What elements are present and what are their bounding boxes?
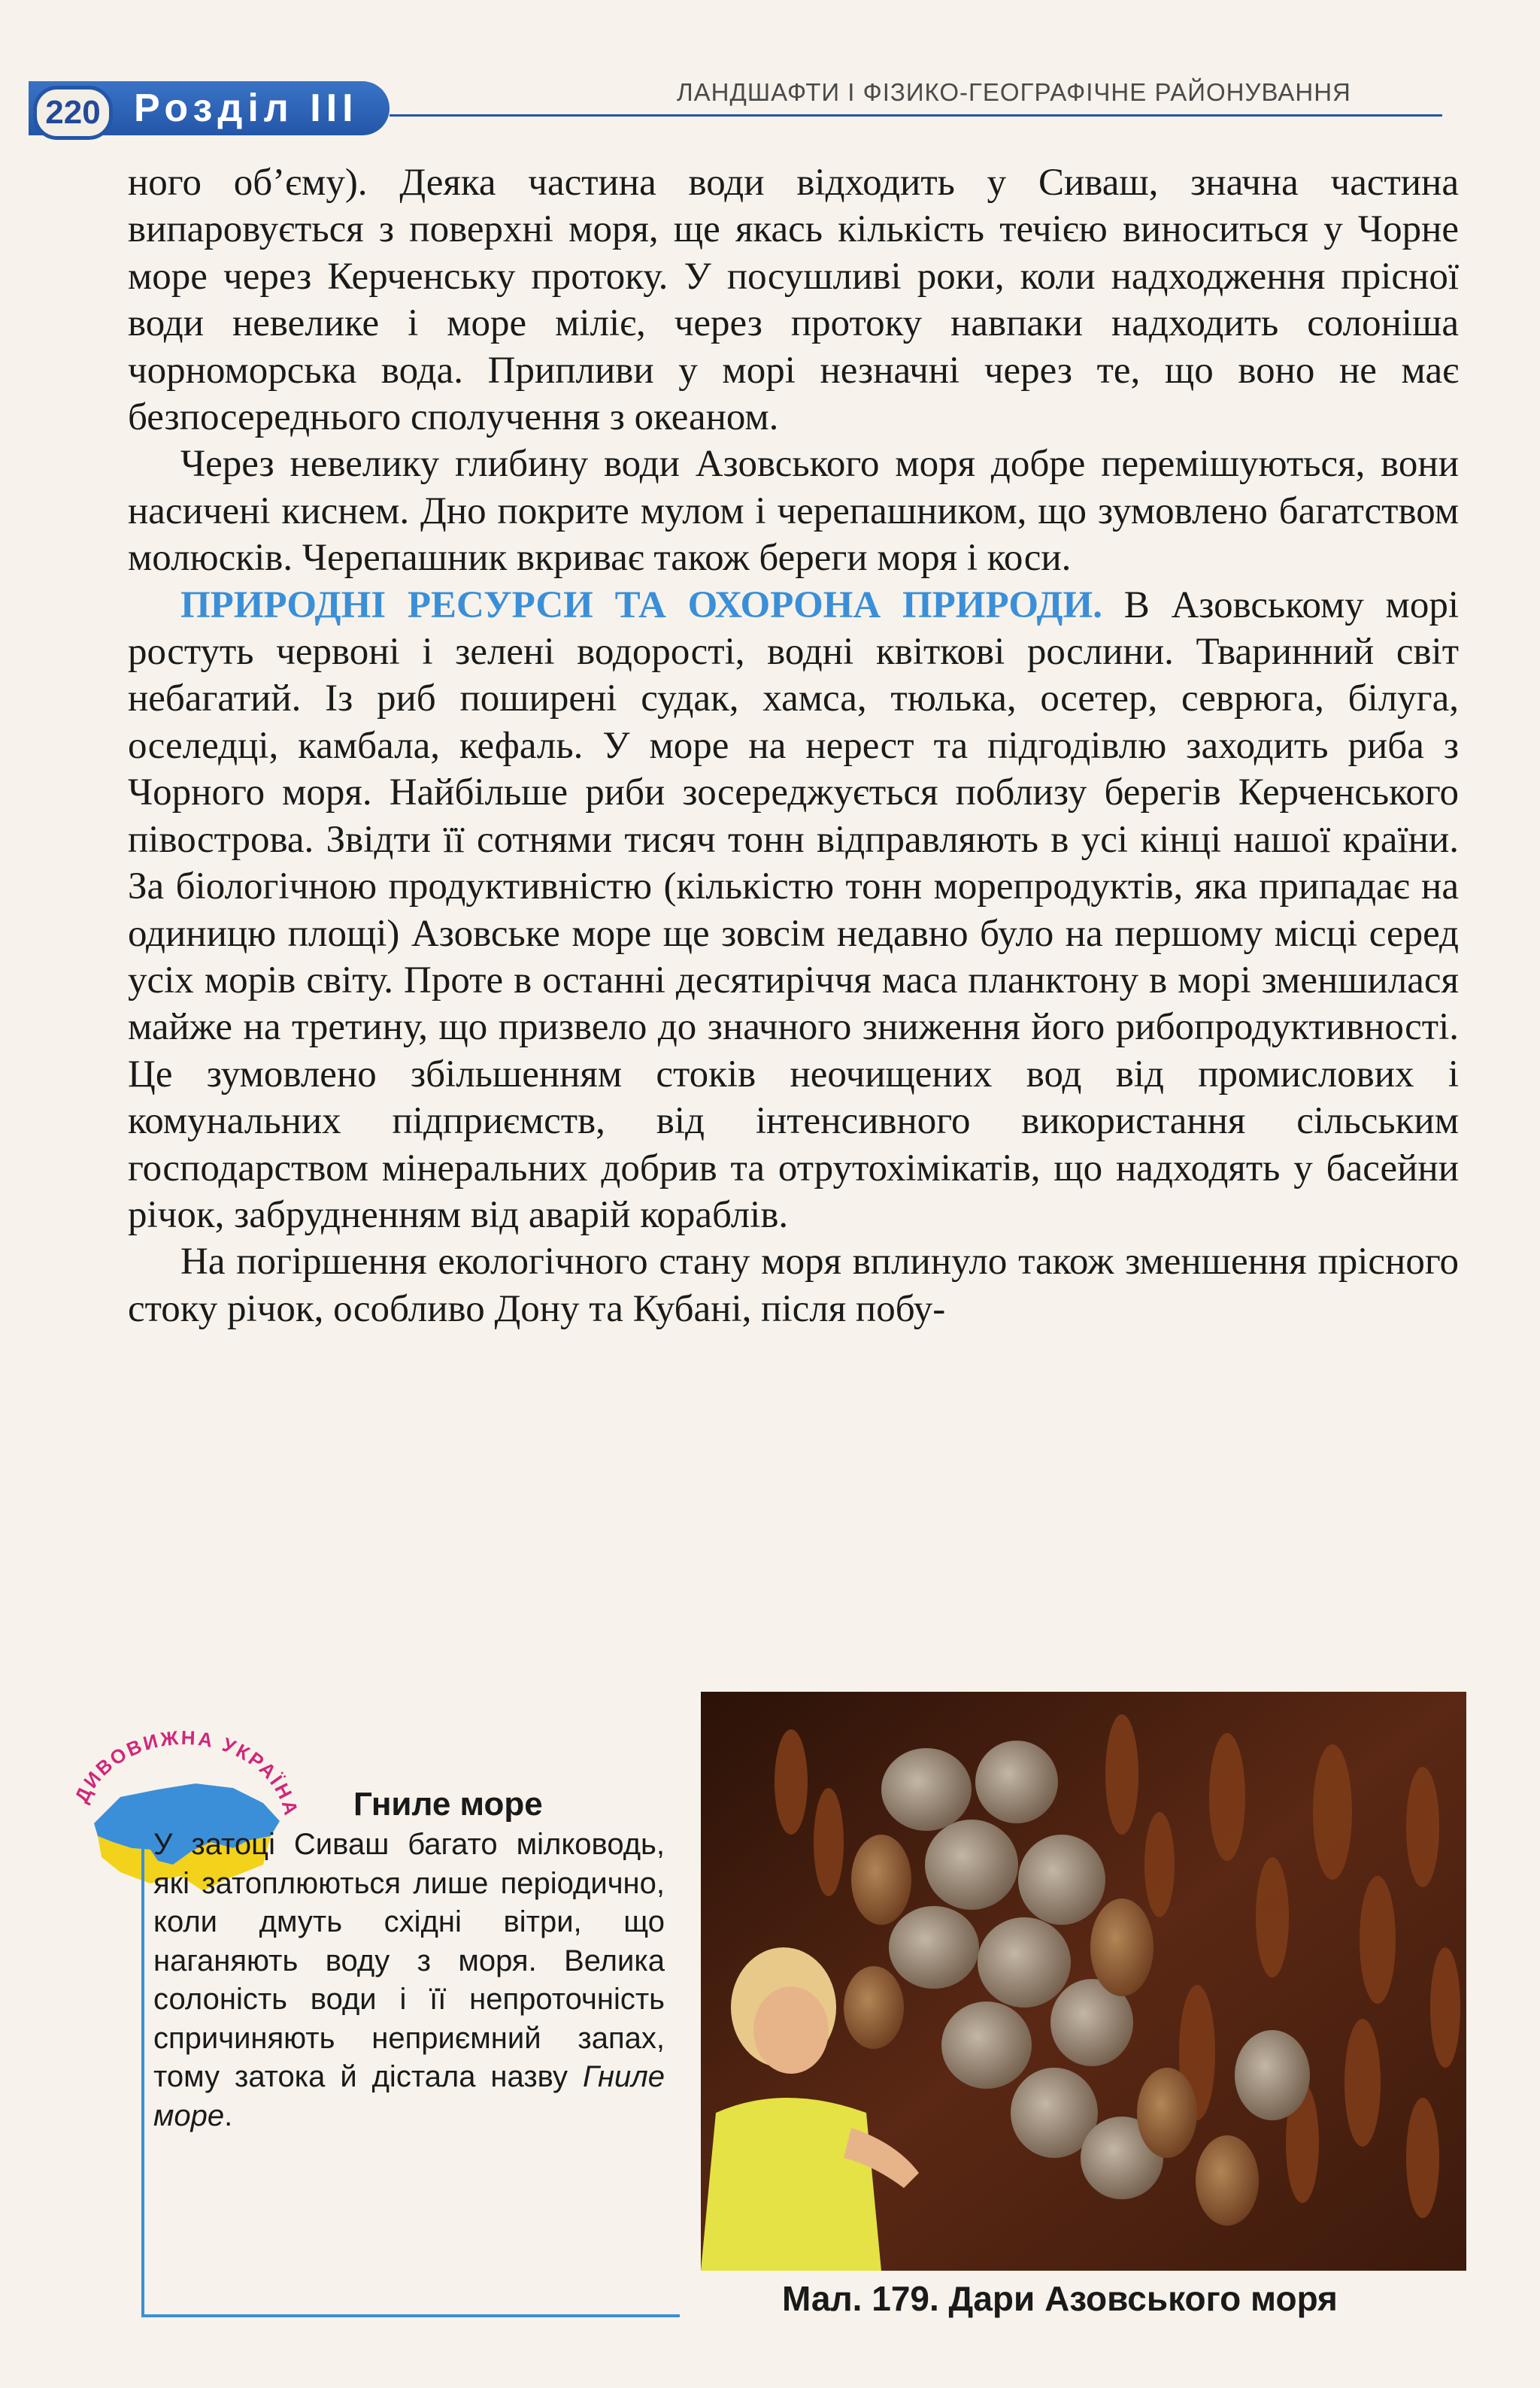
paragraph-2: Через невелику глибину води Азовського моря добре перемішуються, вони насичені киснем. Дно покрите мулом і черепашником, що зумовлено багатством молюсків. Черепашник вкриває також береги моря і коси. — [128, 443, 1459, 580]
fact-box-text — [153, 1826, 665, 2135]
page-header — [0, 0, 1540, 150]
fact-box-end: . — [224, 2099, 233, 2132]
paragraph-3-text: В Азовському морі ростуть червоні і зелені водорості, водні квіткові рослини. Тваринний світ небагатий. Із риб поширені судак, хамса, тюлька, осетер, севрюга, білуга, оселедці, камбала, кефаль. У море на нерест та підгодівлю заходить риба з Чорного моря. Найбільше риби зосереджується поблизу берегів Керченського півострова. Звідти її сотнями тисяч тонн відправляють в усі кінці нашої країни. За біологічною продуктивністю (кількістю тонн морепродуктів, яка припадає на одиницю площі) Азовське море ще зовсім недавно було на першому місці серед усіх морів світу. Проте в останні десятиріччя маса планктону в морі зменшилася майже на третину, що призвело до значного зниження його рибопродуктивності. Це зумовлено збільшенням стоків неочищених вод від промислових і комунальних підприємств, від інтенсивного використання сільським господарством мінеральних добрив та отрутохімікатів, що надходять у басейни річок, забрудненням від аварій кораблів. — [128, 583, 1459, 1236]
fact-box-body: У затоці Сиваш багато мілководь, які затоплюються лише періодично, коли дмуть східні вітри, що наганяють воду з моря. Велика солоність води і її непроточність спричиняють неприємний запах, тому затока й дістала назву — [153, 1828, 665, 2093]
fact-box-badge: ДИВОВИЖНА УКРАЇНА — [70, 1726, 304, 1820]
fact-box — [60, 1714, 677, 2316]
fact-box-italic-name: Гниле море — [153, 2060, 665, 2132]
section-heading: ПРИРОДНІ РЕСУРСИ ТА ОХОРОНА ПРИРОДИ. — [180, 583, 1102, 626]
main-text — [128, 159, 1459, 1332]
fact-box-title: Гниле море — [353, 1786, 543, 1823]
paragraph-4: На погіршення екологічного стану моря вплинуло також зменшення прісного стоку річок, особливо Дону та Кубані, після побу- — [128, 1241, 1459, 1330]
header-rule — [390, 114, 1442, 117]
photo-dried-fish — [701, 1692, 1466, 2271]
paragraph-1: ного об’єму). Деяка частина води відходить у Сиваш, значна частина випаровується з поверхні моря, ще якась кількість течією виноситься у Чорне море через Керченську протоку. У посушливі роки, коли надходження прісної води невелике і море міліє, через протоку навпаки надходить солоніша чорноморська вода. Припливи у морі незначні через те, що воно не має безпосереднього сполучення з океаном. — [128, 162, 1459, 439]
page-number: 220 — [33, 86, 113, 140]
figure-caption: Мал. 179. Дари Азовського моря — [782, 2279, 1338, 2318]
section-label: Розділ III — [134, 86, 359, 130]
running-title: ЛАНДШАФТИ І ФІЗИКО-ГЕОГРАФІЧНЕ РАЙОНУВАННЯ — [677, 78, 1351, 106]
paragraph-3 — [128, 582, 1459, 1239]
photo-illustration — [701, 1692, 1466, 2271]
